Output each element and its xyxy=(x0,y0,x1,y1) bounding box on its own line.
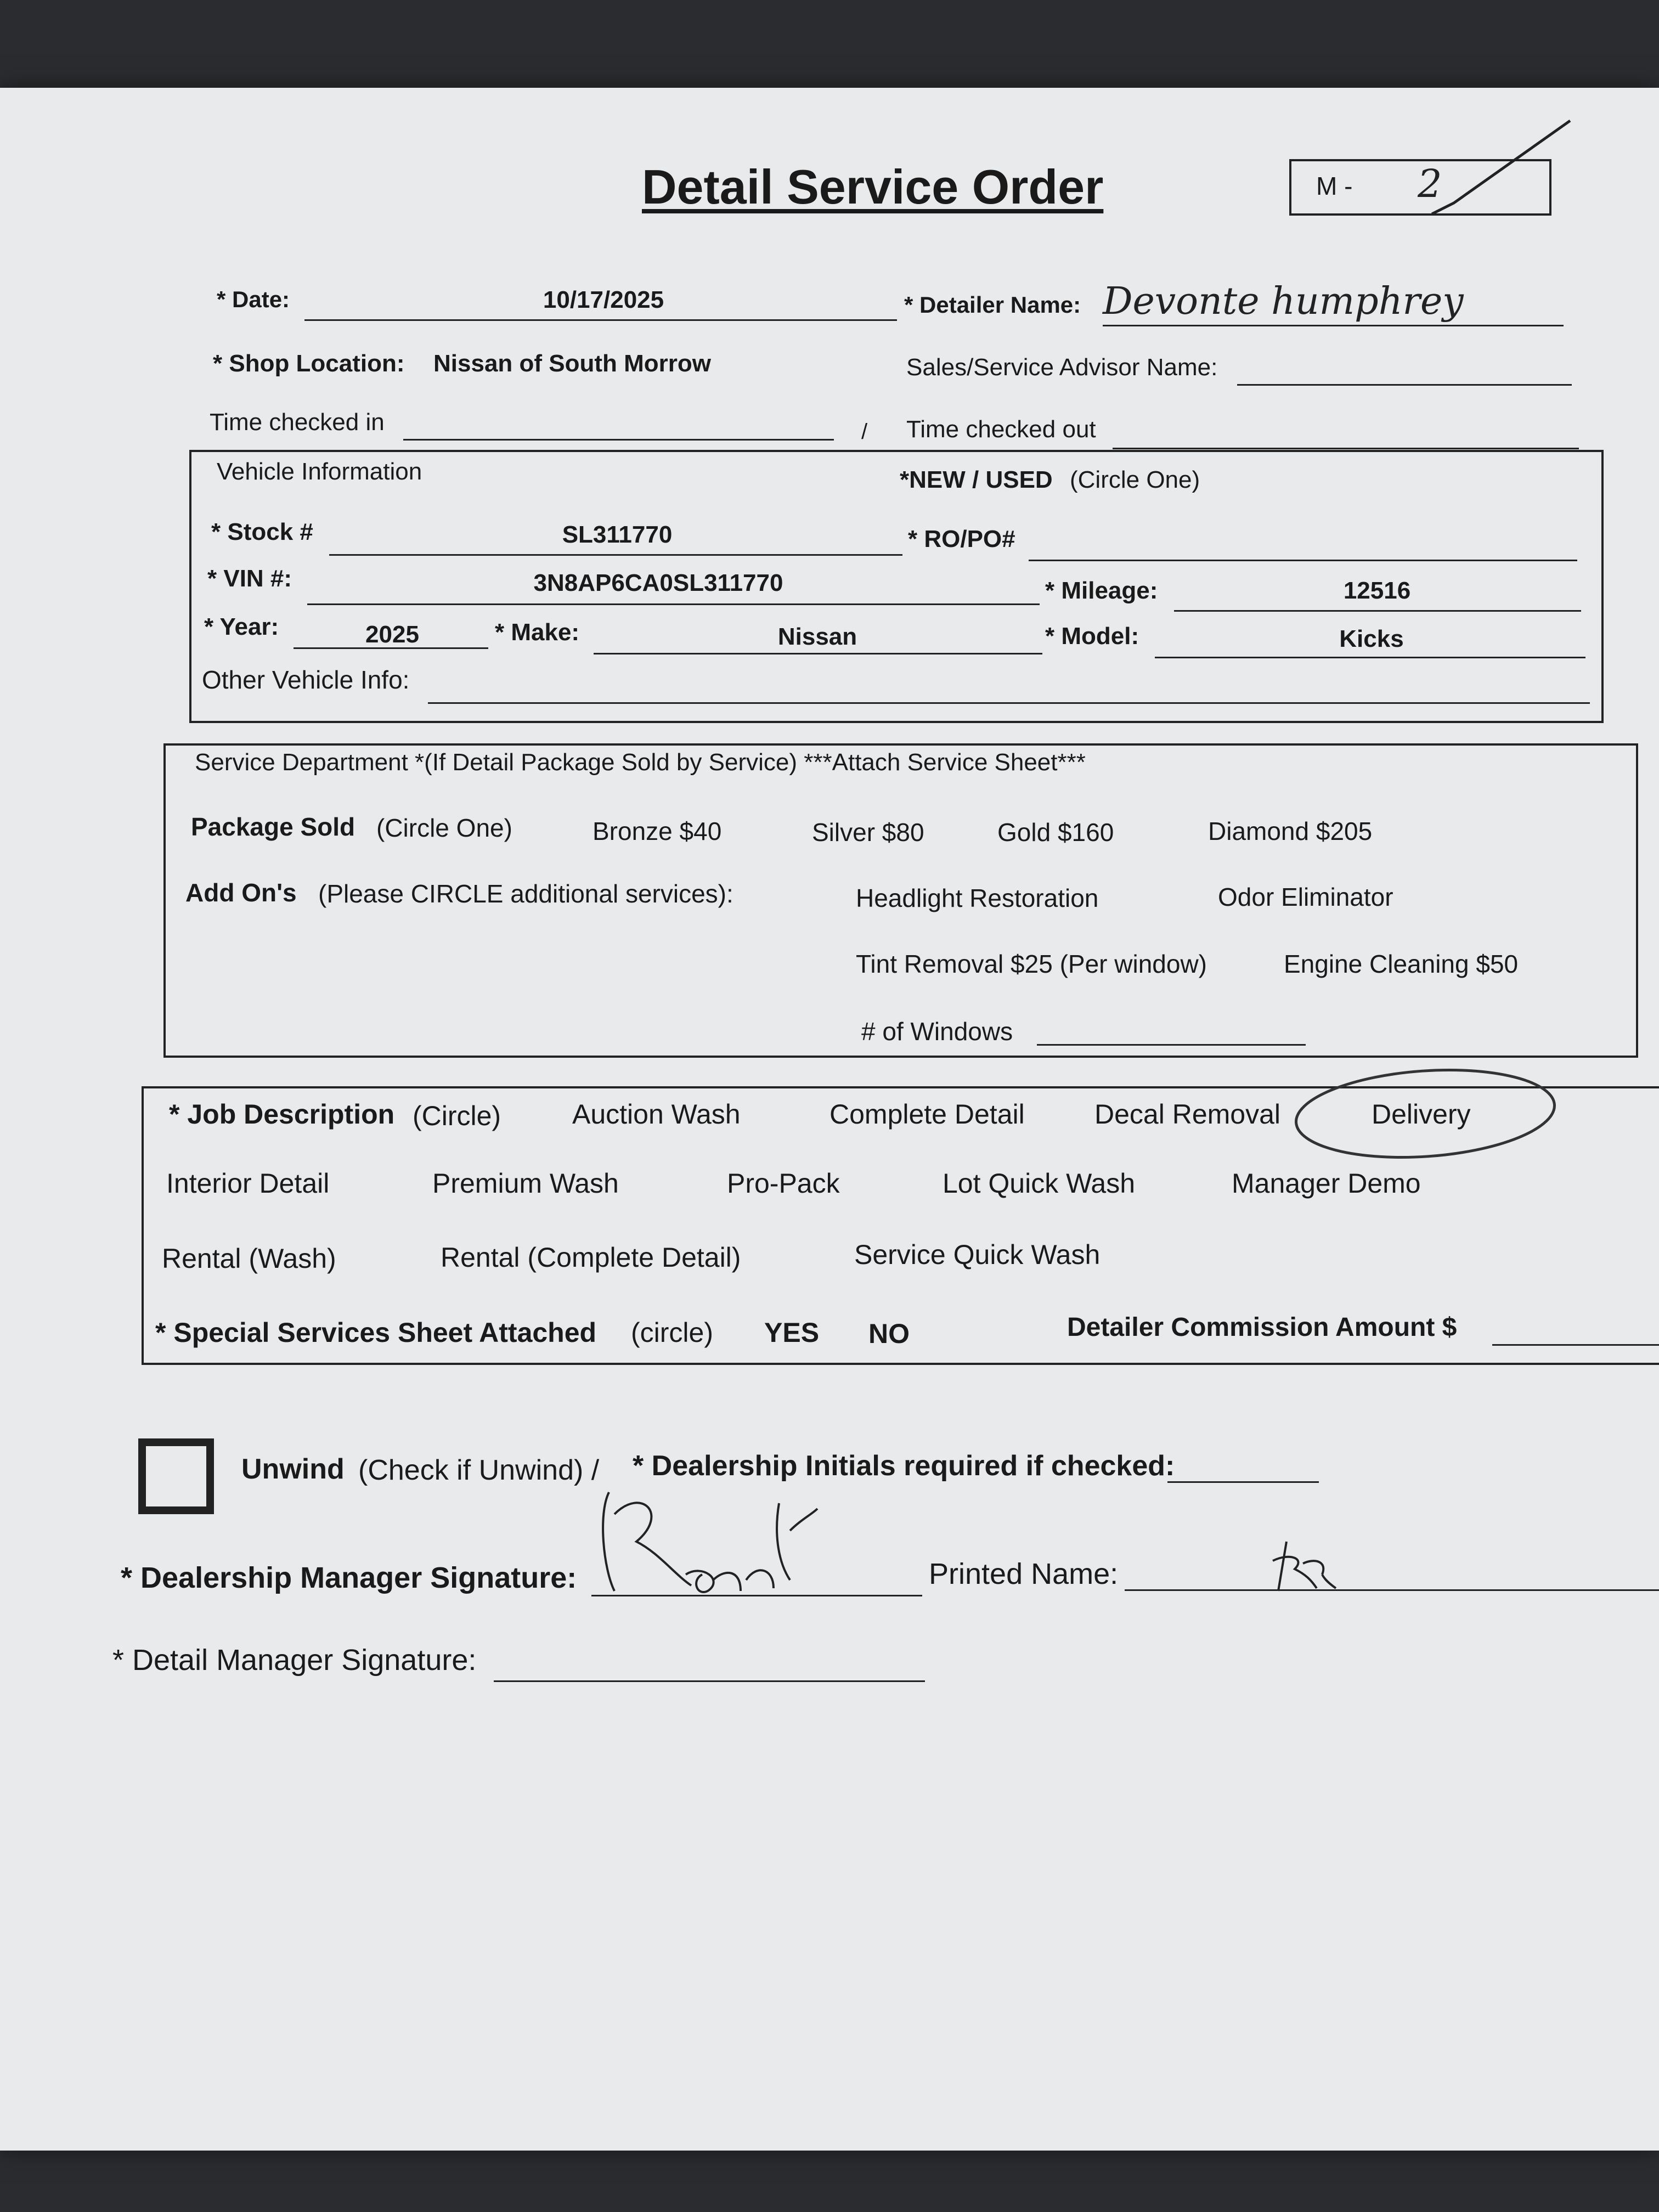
advisor-name-line xyxy=(1237,384,1572,386)
job-decal-removal: Decal Removal xyxy=(1094,1099,1281,1130)
year-label: * Year: xyxy=(204,613,279,640)
addon-tint-removal: Tint Removal $25 (Per window) xyxy=(856,950,1207,978)
detailer-name-line xyxy=(1103,325,1564,326)
dealership-manager-signature xyxy=(592,1481,823,1602)
package-sold-label: Package Sold xyxy=(191,812,356,841)
package-diamond: Diamond $205 xyxy=(1208,817,1373,845)
delivery-circle-mark xyxy=(1284,1059,1569,1169)
make-label: * Make: xyxy=(495,619,580,646)
vehicle-info-label: Vehicle Information xyxy=(217,458,422,485)
unwind-checkbox[interactable] xyxy=(138,1438,214,1514)
job-complete-detail: Complete Detail xyxy=(830,1099,1025,1130)
job-manager-demo: Manager Demo xyxy=(1232,1168,1421,1199)
detail-manager-signature-line xyxy=(494,1680,925,1682)
addon-odor-eliminator: Odor Eliminator xyxy=(1218,883,1393,911)
year-value: 2025 xyxy=(365,621,419,648)
model-line xyxy=(1155,657,1585,658)
job-interior-detail: Interior Detail xyxy=(166,1168,330,1199)
windows-count-line xyxy=(1037,1044,1306,1046)
m-number-label: M - xyxy=(1316,172,1353,200)
addon-engine-cleaning: Engine Cleaning $50 xyxy=(1284,950,1519,978)
vin-label: * VIN #: xyxy=(207,565,292,592)
mileage-label: * Mileage: xyxy=(1045,577,1158,604)
job-description-label: * Job Description xyxy=(169,1099,395,1130)
model-value: Kicks xyxy=(1339,625,1404,652)
time-out-label: Time checked out xyxy=(906,416,1096,443)
unwind-hint: (Check if Unwind) / xyxy=(358,1454,600,1486)
commission-amount-line xyxy=(1492,1344,1659,1346)
stock-value: SL311770 xyxy=(562,521,673,548)
add-ons-hint: (Please CIRCLE additional services): xyxy=(318,879,733,908)
commission-amount-label: Detailer Commission Amount $ xyxy=(1067,1313,1457,1342)
job-delivery: Delivery xyxy=(1372,1099,1471,1130)
vin-line xyxy=(307,603,1040,605)
service-order-sheet xyxy=(0,88,1659,2151)
ro-po-label: * RO/PO# xyxy=(908,526,1015,552)
job-description-hint: (Circle) xyxy=(413,1101,501,1131)
m-number-value: 2 xyxy=(1418,161,1442,206)
time-out-line xyxy=(1113,448,1579,449)
job-lot-quick-wash: Lot Quick Wash xyxy=(943,1168,1136,1199)
package-gold: Gold $160 xyxy=(997,818,1114,847)
special-services-yes: YES xyxy=(764,1317,820,1348)
advisor-name-label: Sales/Service Advisor Name: xyxy=(906,354,1218,381)
date-line xyxy=(304,319,897,321)
dealership-manager-signature-label: * Dealership Manager Signature: xyxy=(121,1561,577,1594)
special-services-no: NO xyxy=(868,1318,910,1349)
service-department-header: Service Department *(If Detail Package Sold by Service) ***Attach Service Sheet*** xyxy=(195,749,1086,776)
job-auction-wash: Auction Wash xyxy=(572,1099,741,1130)
new-used-label: *NEW / USED xyxy=(900,466,1053,493)
new-used-hint: (Circle One) xyxy=(1070,466,1200,493)
make-line xyxy=(594,653,1042,654)
date-label: * Date: xyxy=(217,286,290,312)
checkmark-stroke xyxy=(1426,110,1575,230)
stock-line xyxy=(329,554,902,556)
shop-location-label: * Shop Location: xyxy=(213,350,405,377)
special-services-label: * Special Services Sheet Attached xyxy=(155,1317,597,1348)
ro-po-line xyxy=(1029,560,1577,561)
form-title: Detail Service Order xyxy=(642,160,1104,214)
job-rental-wash: Rental (Wash) xyxy=(162,1243,336,1274)
other-vehicle-info-line xyxy=(428,702,1590,704)
windows-count-label: # of Windows xyxy=(861,1017,1013,1046)
mileage-value: 12516 xyxy=(1343,577,1411,604)
printed-name-initials xyxy=(1262,1536,1339,1596)
add-ons-label: Add On's xyxy=(185,878,297,907)
detail-manager-signature-label: * Detail Manager Signature: xyxy=(112,1644,477,1677)
other-vehicle-info-label: Other Vehicle Info: xyxy=(202,665,410,694)
printed-name-line xyxy=(1125,1589,1659,1591)
unwind-label: Unwind xyxy=(241,1453,345,1485)
make-value: Nissan xyxy=(777,623,857,650)
dealership-initials-label: * Dealership Initials required if checked: xyxy=(633,1450,1175,1482)
detailer-name-value: Devonte humphrey xyxy=(1103,280,1464,323)
job-premium-wash: Premium Wash xyxy=(432,1168,619,1199)
dealership-initials-line xyxy=(1167,1481,1319,1483)
date-value: 10/17/2025 xyxy=(543,286,664,313)
stock-label: * Stock # xyxy=(211,518,313,545)
vin-value: 3N8AP6CA0SL311770 xyxy=(533,569,783,596)
special-services-hint: (circle) xyxy=(631,1317,713,1348)
model-label: * Model: xyxy=(1045,623,1139,650)
shop-location-value: Nissan of South Morrow xyxy=(433,350,711,377)
time-separator: / xyxy=(861,420,868,444)
addon-headlight-restoration: Headlight Restoration xyxy=(856,884,1099,912)
detailer-name-label: * Detailer Name: xyxy=(904,292,1081,318)
package-sold-hint: (Circle One) xyxy=(376,814,512,842)
job-service-quick-wash: Service Quick Wash xyxy=(854,1239,1101,1270)
time-in-line xyxy=(403,439,834,441)
printed-name-label: Printed Name: xyxy=(929,1558,1119,1590)
job-rental-complete-detail: Rental (Complete Detail) xyxy=(441,1242,741,1273)
mileage-line xyxy=(1174,610,1581,612)
package-bronze: Bronze $40 xyxy=(592,817,722,845)
package-silver: Silver $80 xyxy=(812,818,924,847)
job-pro-pack: Pro-Pack xyxy=(727,1168,840,1199)
time-in-label: Time checked in xyxy=(210,409,385,436)
